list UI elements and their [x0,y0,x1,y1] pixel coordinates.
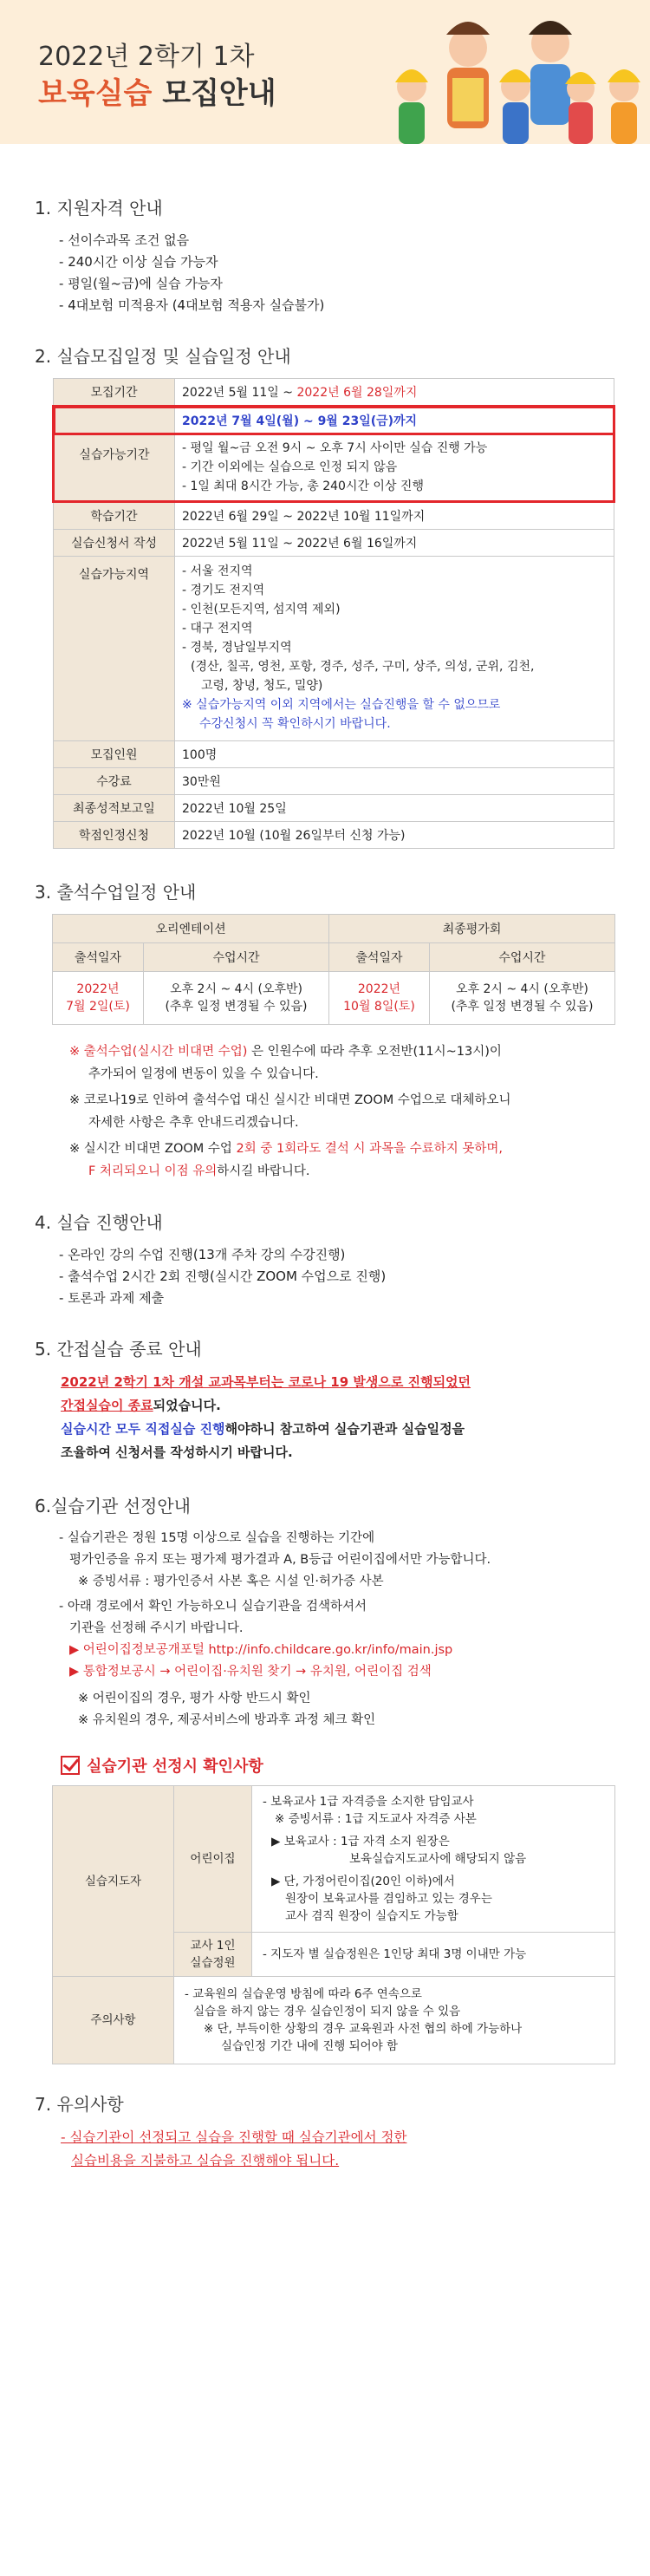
check-table [52,1785,615,2064]
orientation-time: 오후 2시 ~ 4시 (오후반) (추후 일정 변경될 수 있음) [143,972,328,1025]
search-path-link[interactable]: ▶ 통합정보공시 → 어린이집·유치원 찾기 → 유치원, 어린이집 검색 [69,1665,432,1679]
report-value: 2022년 10월 25일 [175,795,614,822]
list-item: - 240시간 이상 실습 가능자 [59,251,615,273]
caution-value: - 교육원의 실습운영 방침에 따라 6주 연속으로 실습을 하지 않는 경우 실습인정이 되지 않을 수 있음 ※ 단, 부득이한 상황의 경우 교육원과 사전 협의 하에 가능하나 실습인정 기간 내에 진행 되어야 함 [174,1977,615,2064]
list-item: - 선이수과목 조건 없음 [59,230,615,251]
region-value: - 서울 전지역 - 경기도 전지역 - 인천(모든지역, 섬지역 제외) - 대구 전지역 - 경북, 경남일부지역 (경산, 칠곡, 영천, 포항, 경주, 성주, 구미, 상주, 의성, 군위, 김천, 고령, 창녕, 청도, 밀양) ※ 실습가능지역 이외 지역에서는 실습진행을 할 수 없으므로 수강신청시 꼭 확인하시기 바랍니다. [175,557,614,741]
count-label: 모집인원 [54,741,175,768]
list-item: - 출석수업 2시간 2회 진행(실시간 ZOOM 수업으로 진행) [59,1266,615,1288]
region-note: ※ 실습가능지역 이외 지역에서는 실습진행을 할 수 없으므로 [182,698,501,712]
ratio-value: - 지도자 별 실습정원은 1인당 최대 3명 이내만 가능 [252,1933,615,1977]
section-5-title: 5. 간접실습 종료 안내 [35,1339,202,1360]
institution-info: - 실습기관은 정원 15명 이상으로 실습을 진행하는 기간에 평가인증을 유지 또는 평가제 평가결과 A, B등급 어린이집에서만 가능합니다. ※ 증빙서류 : 평가인증서 사본 혹은 시설 인·허가증 사본 - 아래 경로에서 확인 가능하오니 실습기관을 검색하셔서 기관을 선정해 주시기 바랍니다. ▶ 어린이집정보공개포털 http://info.childcare.go.kr/info/main.jsp ▶ 통합정보공시 → 어린이집·유치원 찾기 → 유치원, 어린이집 검색 ※ 어린이집의 경우, 평가 사항 반드시 확인 ※ 유치원의 경우, 제공서비스에 방과후 과정 체크 확인 [59,1528,615,1731]
caution-notice: - 실습기관이 선정되고 실습을 진행할 때 실습기관에서 정한 실습비용을 지불하고 실습을 진행해야 됩니다. [61,2129,407,2168]
recruit-label: 모집기간 [54,379,175,407]
apply-label: 실습신청서 작성 [54,530,175,557]
list-item: - 4대보험 미적용자 (4대보험 적용자 실습불가) [59,295,615,316]
page-title [38,69,276,112]
ratio-label: 교사 1인 실습정원 [174,1933,252,1977]
title-red: 보육실습 [38,76,153,111]
eligibility-list [59,230,615,316]
daycare-label: 어린이집 [174,1786,252,1933]
col-date: 출석일자 [329,943,430,972]
possible-items: - 평일 월~금 오전 9시 ~ 오후 7시 사이만 실습 진행 가능 - 기간 이외에는 실습으로 인정 되지 않음 - 1일 최대 8시간 가능, 총 240시간 이상 진행 [175,434,614,502]
checkbox-icon [61,1756,80,1775]
col-date: 출석일자 [53,943,144,972]
daycare-value: - 보육교사 1급 자격증을 소지한 담임교사 ※ 증빙서류 : 1급 지도교사 자격증 사본 ▶ 보육교사 : 1급 자격 소지 원장은 보육실습지도교사에 해당되지 않음 ▶ 단, 가정어린이집(20인 이하)에서 원장이 보육교사를 겸임하고 있는 경우는 교사 겸직 원장이 실습지도 가능함 [252,1786,615,1933]
col-time: 수업시간 [143,943,328,972]
attendance-notes [69,1040,615,1183]
fee-label: 수강료 [54,768,175,795]
fee-value: 30만원 [175,768,614,795]
recruit-value: 2022년 5월 11일 ~ 2022년 6월 28일까지 [175,379,614,407]
section-6-title: 6.실습기관 선정안내 [35,1496,191,1516]
possible-label: 실습가능기간 [54,407,175,502]
list-item: - 온라인 강의 수업 진행(13개 주차 강의 수강진행) [59,1244,615,1266]
count-value: 100명 [175,741,614,768]
final-time: 오후 2시 ~ 4시 (오후반) (추후 일정 변경될 수 있음) [429,972,614,1025]
orientation-header: 오리엔테이션 [53,915,329,943]
final-header: 최종평가회 [329,915,615,943]
cert-value: 2022년 10월 (10월 26일부터 신청 가능) [175,822,614,849]
section-1-title: 1. 지원자격 안내 [35,198,163,218]
region-label: 실습가능지역 [54,557,175,741]
children-illustration-icon [364,0,650,144]
note-2: ※ 코로나19로 인하여 출석수업 대신 실시간 비대면 ZOOM 수업으로 대체하오니 자세한 사항은 추후 안내드리겠습니다. [69,1093,511,1130]
portal-link[interactable]: ▶ 어린이집정보공개포털 http://info.childcare.go.kr/info/main.jsp [69,1643,453,1657]
col-time: 수업시간 [429,943,614,972]
check-title: 실습기관 선정시 확인사항 [61,1754,615,1777]
section-4-title: 4. 실습 진행안내 [35,1212,163,1233]
caution-label: 주의사항 [53,1977,174,2064]
header-banner [0,0,650,144]
cert-label: 학점인정신청 [54,822,175,849]
indirect-end-notice: 2022년 2학기 1차 개설 교과목부터는 코로나 19 발생으로 진행되었던 간접실습이 종료되었습니다. 실습시간 모두 직접실습 진행해야하니 참고하여 실습기관과 실습일정을 조율하여 신청서를 작성하시기 바랍니다. [61,1374,471,1460]
section-7-title: 7. 유의사항 [35,2094,124,2115]
report-label: 최종성적보고일 [54,795,175,822]
list-item: - 평일(월~금)에 실습 가능자 [59,273,615,295]
section-2-title: 2. 실습모집일정 및 실습일정 안내 [35,346,291,367]
note-3: ※ 실시간 비대면 ZOOM 수업 2회 중 1회라도 결석 시 과목을 수료하지 못하며, F 처리되오니 이점 유의하시길 바랍니다. [69,1142,503,1178]
orientation-date: 2022년 7월 2일(토) [53,972,144,1025]
list-item: - 토론과 과제 제출 [59,1288,615,1309]
title-dark: 모집안내 [162,76,276,111]
title-line1: 2022년 2학기 1차 [38,42,255,72]
schedule-table [52,378,615,849]
study-label: 학습기간 [54,502,175,530]
note-1: ※ 출석수업(실시간 비대면 수업) 은 인원수에 따라 추후 오전반(11시~13시)이 추가되어 일정에 변동이 있을 수 있습니다. [69,1045,502,1081]
possible-period-row [54,407,614,434]
supervisor-label: 실습지도자 [53,1786,174,1977]
final-date: 2022년 10월 8일(토) [329,972,430,1025]
apply-value: 2022년 5월 11일 ~ 2022년 6월 16일까지 [175,530,614,557]
study-value: 2022년 6월 29일 ~ 2022년 10월 11일까지 [175,502,614,530]
possible-head: 2022년 7월 4일(월) ~ 9월 23일(금)까지 [175,407,614,434]
section-3-title: 3. 출석수업일정 안내 [35,882,197,903]
progress-list [59,1244,615,1309]
attendance-table [52,914,615,1025]
